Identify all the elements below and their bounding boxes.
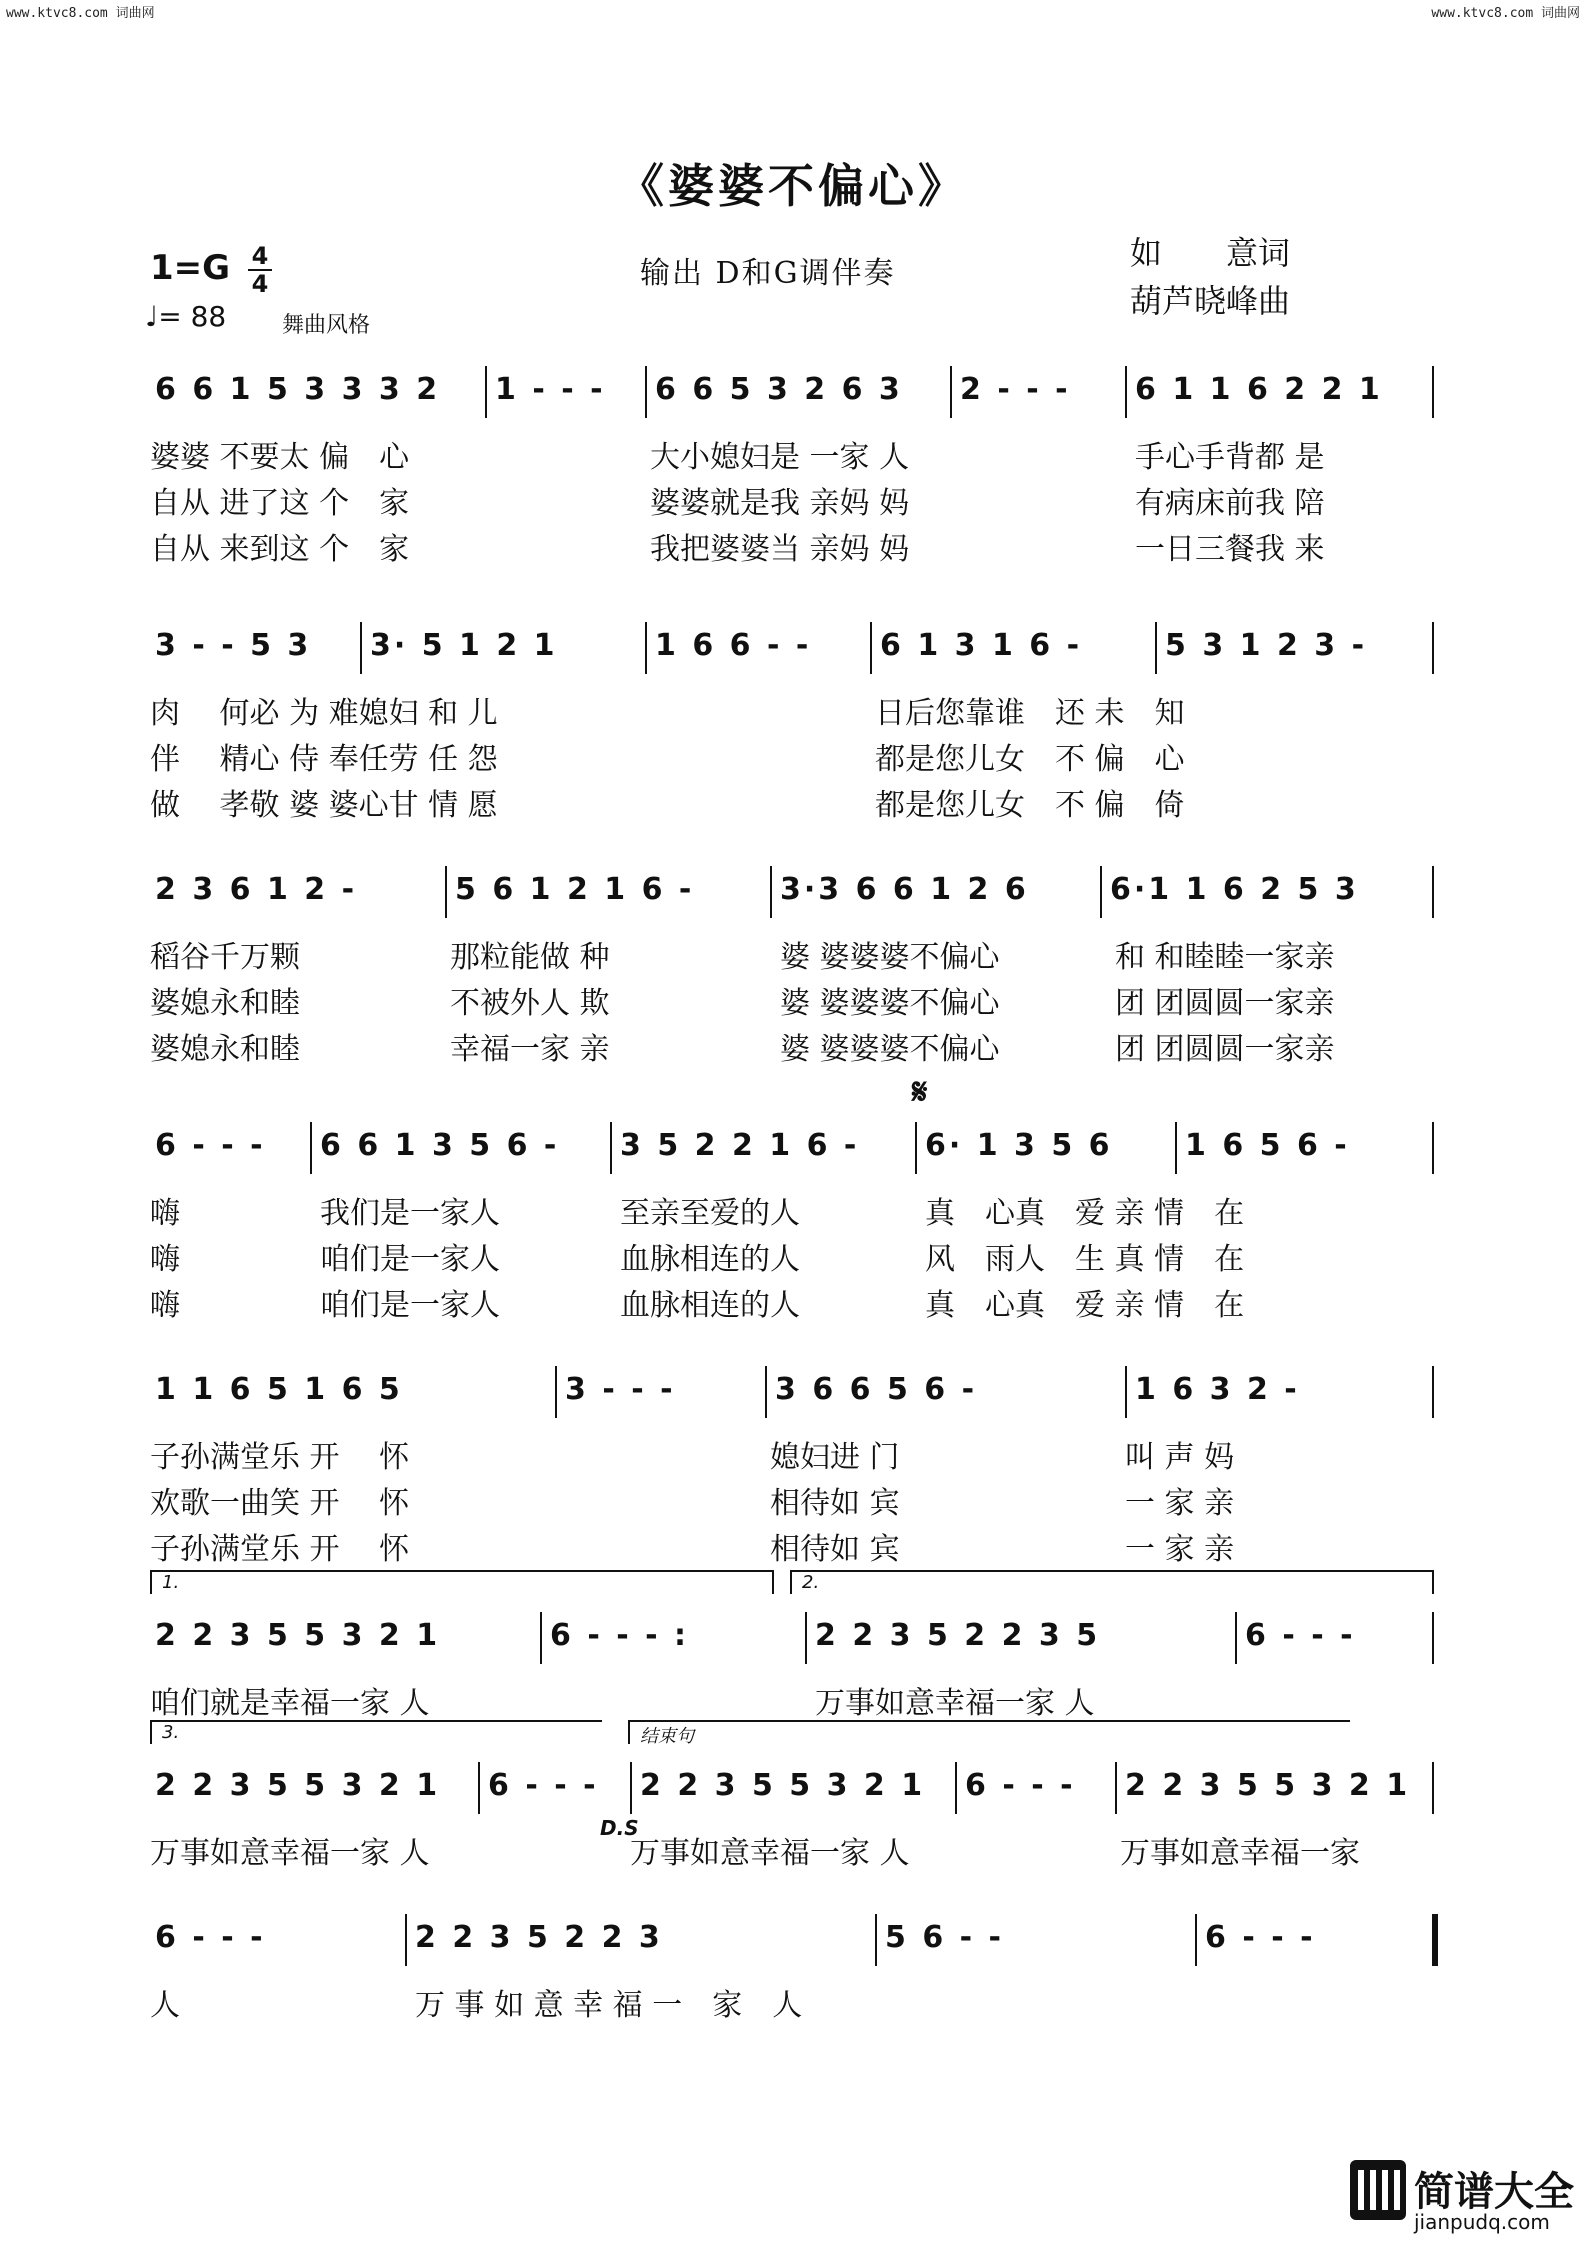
piano-icon xyxy=(1350,2160,1406,2220)
measure-notes: 3·3 6 6 1 2 6 xyxy=(780,872,1029,907)
tempo-marking: ♩= 88 xyxy=(145,300,227,333)
time-signature-bottom: 4 xyxy=(251,270,269,298)
measure-notes: 6 - - - xyxy=(155,1920,266,1955)
lyric-segment: 伴 精心 侍 奉任劳 任 怨 xyxy=(150,742,498,777)
measure-notes: 6· 1 3 5 6 xyxy=(925,1128,1113,1163)
lyric-segment: 团 团圆圆一家亲 xyxy=(1115,1032,1335,1067)
lyric-segment: 子孙满堂乐 开 怀 xyxy=(150,1440,410,1475)
barline xyxy=(610,1122,612,1174)
lyric-segment: 有病床前我 陪 xyxy=(1135,486,1325,521)
volta-3: 3. xyxy=(150,1720,602,1744)
lyric-segment: 一 家 亲 xyxy=(1125,1532,1235,1567)
barline xyxy=(1432,1612,1434,1664)
accompaniment-note: 输出 D和G调伴奏 xyxy=(640,256,896,291)
barline xyxy=(405,1914,407,1966)
lyric-segment: 婆媳永和睦 xyxy=(150,1032,300,1067)
lyric-segment: 子孙满堂乐 开 怀 xyxy=(150,1532,410,1567)
measure-notes: 3· 5 1 2 1 xyxy=(370,628,558,663)
measure-notes: 6 6 1 5 3 3 3 2 xyxy=(155,372,441,407)
lyric-segment: 咱们是一家人 xyxy=(320,1242,500,1277)
corner-watermark-right: www.ktvc8.com 词曲网 xyxy=(1431,6,1580,21)
lyric-segment: 嗨 xyxy=(150,1196,180,1231)
lyric-segment: 大小媳妇是 一家 人 xyxy=(650,440,910,475)
barline xyxy=(540,1612,542,1664)
measure-notes: 2 3 6 1 2 - xyxy=(155,872,358,907)
site-logo xyxy=(1350,2160,1580,2240)
barline xyxy=(645,366,647,418)
barline xyxy=(1175,1122,1177,1174)
barline xyxy=(360,622,362,674)
barline xyxy=(770,866,772,918)
lyric-segment: 血脉相连的人 xyxy=(620,1288,800,1323)
barline xyxy=(478,1762,480,1814)
measure-notes: 6 - - - xyxy=(1245,1618,1356,1653)
lyric-segment: 团 团圆圆一家亲 xyxy=(1115,986,1335,1021)
barline xyxy=(1432,1366,1434,1418)
key-signature: 1=G xyxy=(150,248,231,288)
time-signature xyxy=(248,244,272,296)
measure-notes: 3 5 2 2 1 6 - xyxy=(620,1128,860,1163)
barline xyxy=(1432,1122,1434,1174)
lyric-segment: 咱们是一家人 xyxy=(320,1288,500,1323)
barline xyxy=(870,622,872,674)
lyric-segment: 相待如 宾 xyxy=(770,1486,900,1521)
barline xyxy=(1432,1762,1434,1814)
composer-credit: 葫芦晓峰曲 xyxy=(1130,282,1291,320)
measure-notes: 5 6 - - xyxy=(885,1920,1004,1955)
barline xyxy=(1432,622,1434,674)
lyric-segment: 肉 何必 为 难媳妇 和 儿 xyxy=(150,696,498,731)
barline xyxy=(555,1366,557,1418)
lyric-segment: 至亲至爱的人 xyxy=(620,1196,800,1231)
barline xyxy=(485,366,487,418)
measure-notes: 6 6 1 3 5 6 - xyxy=(320,1128,560,1163)
lyric-segment: 自从 来到这 个 家 xyxy=(150,532,410,567)
barline xyxy=(765,1366,767,1418)
measure-notes: 6·1 1 6 2 5 3 xyxy=(1110,872,1359,907)
lyric-segment: 婆 婆婆婆不偏心 xyxy=(780,1032,1000,1067)
style-marking: 舞曲风格 xyxy=(282,313,371,338)
lyric-segment: 人 xyxy=(150,1988,180,2023)
lyric-segment: 万事如意幸福一家 人 xyxy=(630,1836,910,1871)
barline xyxy=(950,366,952,418)
lyric-segment: 相待如 宾 xyxy=(770,1532,900,1567)
lyric-segment: 一 家 亲 xyxy=(1125,1486,1235,1521)
lyric-segment: 真 心真 爱 亲 情 在 xyxy=(925,1196,1245,1231)
measure-notes: 1 6 5 6 - xyxy=(1185,1128,1350,1163)
measure-notes: 6 - - - : xyxy=(550,1618,690,1653)
barline xyxy=(1115,1762,1117,1814)
barline xyxy=(630,1762,632,1814)
lyric-segment: 我们是一家人 xyxy=(320,1196,500,1231)
measure-notes: 6 1 3 1 6 - xyxy=(880,628,1083,663)
barline xyxy=(1235,1612,1237,1664)
lyric-segment: 婆 婆婆婆不偏心 xyxy=(780,986,1000,1021)
measure-notes: 3 - - 5 3 xyxy=(155,628,312,663)
lyric-segment: 都是您儿女 不 偏 心 xyxy=(875,742,1185,777)
barline xyxy=(1155,622,1157,674)
lyric-segment: 婆 婆婆婆不偏心 xyxy=(780,940,1000,975)
measure-notes: 6 6 5 3 2 6 3 xyxy=(655,372,903,407)
lyric-segment: 风 雨人 生 真 情 在 xyxy=(925,1242,1245,1277)
lyric-segment: 万事如意幸福一家 xyxy=(1120,1836,1360,1871)
lyric-segment: 做 孝敬 婆 婆心甘 情 愿 xyxy=(150,788,498,823)
measure-notes: 6 - - - xyxy=(1205,1920,1316,1955)
barline xyxy=(1432,866,1434,918)
lyric-segment: 万事如意幸福一家 人 xyxy=(150,1836,430,1871)
barline xyxy=(805,1612,807,1664)
barline xyxy=(1125,366,1127,418)
measure-notes: 1 - - - xyxy=(495,372,606,407)
barline xyxy=(1195,1914,1197,1966)
measure-notes: 3 - - - xyxy=(565,1372,676,1407)
barline xyxy=(955,1762,957,1814)
lyric-segment: 和 和睦睦一家亲 xyxy=(1115,940,1335,975)
measure-notes: 2 2 3 5 2 2 3 xyxy=(415,1920,663,1955)
lyric-segment: 一日三餐我 来 xyxy=(1135,532,1325,567)
lyric-segment: 那粒能做 种 xyxy=(450,940,610,975)
lyric-segment: 日后您靠谁 还 未 知 xyxy=(875,696,1185,731)
lyric-segment: 血脉相连的人 xyxy=(620,1242,800,1277)
measure-notes: 1 6 3 2 - xyxy=(1135,1372,1300,1407)
barline xyxy=(310,1122,312,1174)
lyric-segment: 嗨 xyxy=(150,1288,180,1323)
lyric-segment: 叫 声 妈 xyxy=(1125,1440,1235,1475)
lyric-segment: 自从 进了这 个 家 xyxy=(150,486,410,521)
barline xyxy=(445,866,447,918)
lyric-segment: 我把婆婆当 亲妈 妈 xyxy=(650,532,910,567)
lyric-segment: 万事如意幸福一家 人 xyxy=(815,1686,1095,1721)
lyric-segment: 嗨 xyxy=(150,1242,180,1277)
measure-notes: 1 6 6 - - xyxy=(655,628,812,663)
barline xyxy=(1432,366,1434,418)
ending-label: 结束句 xyxy=(628,1720,1350,1744)
measure-notes: 2 2 3 5 5 3 2 1 xyxy=(155,1618,441,1653)
barline xyxy=(645,622,647,674)
lyric-segment: 婆媳永和睦 xyxy=(150,986,300,1021)
measure-notes: 2 2 3 5 5 3 2 1 xyxy=(1125,1768,1411,1803)
lyric-segment: 不被外人 欺 xyxy=(450,986,610,1021)
lyric-segment: 婆婆就是我 亲妈 妈 xyxy=(650,486,910,521)
time-signature-top: 4 xyxy=(251,242,269,270)
measure-notes: 2 2 3 5 5 3 2 1 xyxy=(640,1768,926,1803)
lyric-segment: 都是您儿女 不 偏 倚 xyxy=(875,788,1185,823)
lyric-segment: 媳妇进 门 xyxy=(770,1440,900,1475)
volta-2: 2. xyxy=(790,1570,1434,1594)
measure-notes: 6 1 1 6 2 2 1 xyxy=(1135,372,1383,407)
measure-notes: 6 - - - xyxy=(155,1128,266,1163)
measure-notes: 2 2 3 5 5 3 2 1 xyxy=(155,1768,441,1803)
lyricist-credit: 如 意词 xyxy=(1130,234,1291,272)
corner-watermark-left: www.ktvc8.com 词曲网 xyxy=(6,6,155,21)
logo-url: jianpudq.com xyxy=(1414,2210,1550,2234)
measure-notes: 3 6 6 5 6 - xyxy=(775,1372,978,1407)
lyric-segment: 幸福一家 亲 xyxy=(450,1032,610,1067)
lyric-segment: 真 心真 爱 亲 情 在 xyxy=(925,1288,1245,1323)
barline xyxy=(875,1914,877,1966)
lyric-segment: 咱们就是幸福一家 人 xyxy=(150,1686,430,1721)
measure-notes: 6 - - - xyxy=(488,1768,599,1803)
lyric-segment: 手心手背都 是 xyxy=(1135,440,1325,475)
measure-notes: 2 2 3 5 2 2 3 5 xyxy=(815,1618,1101,1653)
measure-notes: 5 3 1 2 3 - xyxy=(1165,628,1368,663)
volta-1: 1. xyxy=(150,1570,774,1594)
dal-segno-mark: D.S xyxy=(600,1816,639,1840)
song-title: 《婆婆不偏心》 xyxy=(618,159,968,213)
barline xyxy=(1125,1366,1127,1418)
lyric-segment: 婆婆 不要太 偏 心 xyxy=(150,440,410,475)
measure-notes: 1 1 6 5 1 6 5 xyxy=(155,1372,403,1407)
measure-notes: 6 - - - xyxy=(965,1768,1076,1803)
barline xyxy=(915,1122,917,1174)
segno-sign: 𝄋 xyxy=(912,1072,928,1113)
lyric-segment: 万 事 如 意 幸 福 一 家 人 xyxy=(415,1988,803,2023)
final-barline xyxy=(1432,1914,1438,1966)
barline xyxy=(1100,866,1102,918)
measure-notes: 2 - - - xyxy=(960,372,1071,407)
lyric-segment: 欢歌一曲笑 开 怀 xyxy=(150,1486,410,1521)
measure-notes: 5 6 1 2 1 6 - xyxy=(455,872,695,907)
lyric-segment: 稻谷千万颗 xyxy=(150,940,300,975)
logo-name: 简谱大全 xyxy=(1414,2169,1574,2215)
